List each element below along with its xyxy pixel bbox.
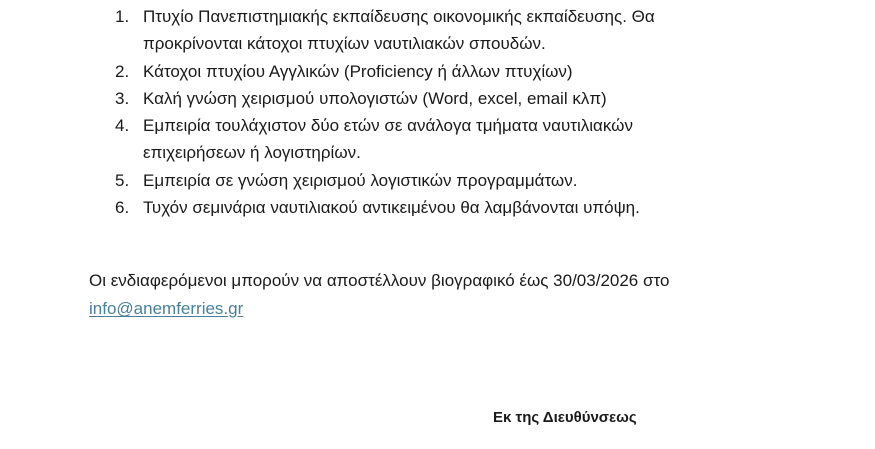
requirement-number: 2. (115, 61, 130, 81)
contact-text: Οι ενδιαφερόμενοι μπορούν να αποστέλλουν βιογραφικό έως 30/03/2026 στο (89, 271, 670, 290)
requirement-text: Πτυχίο Πανεπιστημιακής εκπαίδευσης οικονομικής εκπαίδευσης. Θα προκρίνονται κάτοχοι πτυχίων ναυτιλιακών σπουδών. (143, 7, 655, 54)
requirement-text: Τυχόν σεμινάρια ναυτιλιακού αντικειμένου θα λαμβάνονται υπόψη. (143, 198, 640, 218)
requirement-item-4 (115, 112, 815, 167)
signature: Εκ της Διευθύνσεως (493, 409, 637, 426)
requirement-text: Εμπειρία τουλάχιστον δύο ετών σε ανάλογα τμήματα ναυτιλιακών επιχειρήσεων ή λογιστηρίων. (143, 116, 633, 163)
requirement-number: 5. (115, 170, 130, 190)
requirement-item-2 (115, 58, 815, 85)
requirement-text: Εμπειρία σε γνώση χειρισμού λογιστικών προγραμμάτων. (143, 170, 578, 190)
contact-paragraph (89, 267, 849, 323)
email-link[interactable]: info@anemferries.gr (89, 299, 244, 318)
requirement-number: 1. (115, 7, 130, 26)
requirement-item-5 (115, 167, 815, 194)
requirement-number: 3. (115, 88, 130, 108)
requirement-item-1 (115, 3, 815, 58)
requirements-list (115, 3, 815, 221)
requirement-item-3 (115, 85, 815, 112)
requirement-text: Κάτοχοι πτυχίου Αγγλικών (Proficiency ή άλλων πτυχίων) (143, 61, 573, 81)
requirement-number: 6. (115, 198, 130, 218)
requirement-text: Καλή γνώση χειρισμού υπολογιστών (Word, excel, email κλπ) (143, 88, 607, 108)
requirement-number: 4. (115, 116, 130, 136)
requirement-item-6 (115, 194, 815, 221)
